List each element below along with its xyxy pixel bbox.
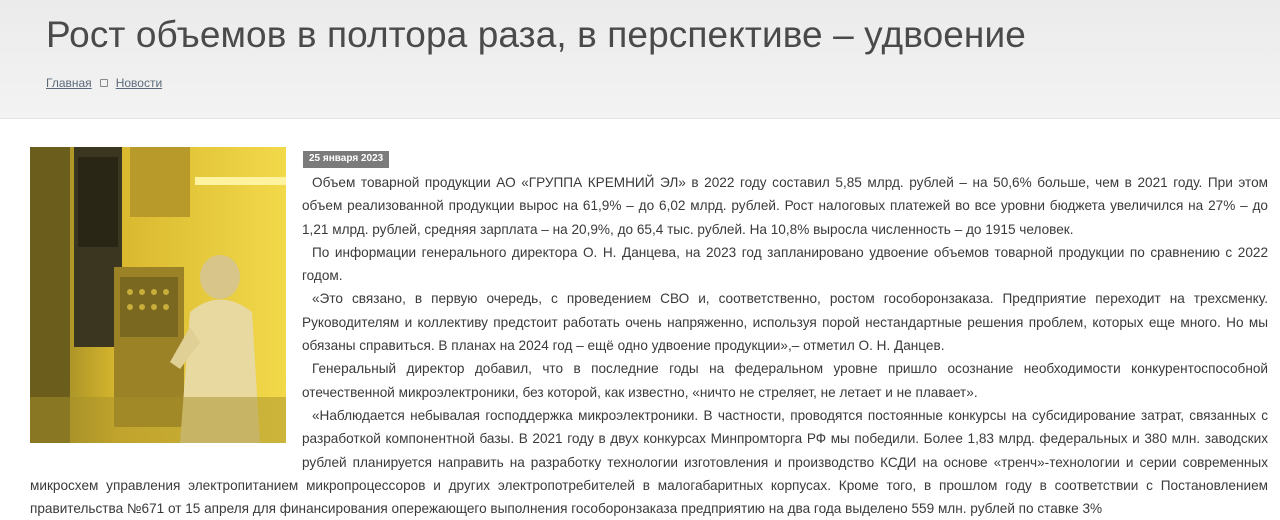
breadcrumb-news-link[interactable]: Новости [115,76,163,90]
article-date-badge: 25 января 2023 [303,151,389,168]
article-paragraph: «Наблюдается небывалая господдержка микроэлектроники. В частности, проводятся постоянные конкурсы на субсидирование затрат, связанных с разработкой компонентной базы. В 2021 году в двух конкурсах Минпромторга РФ мы победили. Более 1,83 млрд. федеральных и 380 млн. заводских рублей планируется направить на разработку технологии изготовления и производство КСДИ на основе «тренч»-технологии и серии современных микросхем управления электропитанием микропроцессоров и других электропотребителей в малогабаритных корпусах. Кроме того, в прошлом году в соответствии с Постановлением правительства №671 от 15 апреля для финансирования опережающего выполнения гособоронзаказа предприятию на два года выделено 559 млн. рублей по ставке 3% [30,407,1268,517]
article-body [30,171,1268,520]
breadcrumb-separator-icon [100,79,108,87]
image-float-spacer [30,171,302,473]
page-title: Рост объемов в полтора раза, в перспективе – удвоение [46,14,1026,55]
breadcrumb [46,76,162,90]
article-paragraph: «Это связано, в первую очередь, с проведением СВО и, соответственно, ростом гособоронзаказа. Предприятие переходит на трехсменку. Руководителям и коллективу предстоит работать очень напряженно, используя порой нестандартные решения проблем, которых еще много. Но мы обязаны справиться. В планах на 2024 год – ещё одно удвоение продукции»,– отметил О. Н. Данцев. [302,291,1268,354]
article-paragraph: Объем товарной продукции АО «ГРУППА КРЕМНИЙ ЭЛ» в 2022 году составил 5,85 млрд. рублей – на 50,6% больше, чем в 2021 году. При этом объем реализованной продукции вырос на 61,9% – до 6,02 млрд. рублей. Рост налоговых платежей во все уровни бюджета увеличился на 27% – до 1,21 млрд. рублей, средняя зарплата – на 20,9%, до 65,4 тыс. рублей. На 10,8% выросла численность – до 1915 человек. [302,175,1268,237]
page-header [0,0,1280,119]
article-paragraph: Генеральный директор добавил, что в последние годы на федеральном уровне пришло осознание необходимости конкурентоспособной отечественной микроэлектроники, без которой, как известно, «ничто не стреляет, не летает и не плавает». [302,361,1268,400]
breadcrumb-home-link[interactable]: Главная [46,76,92,90]
article-paragraph: По информации генерального директора О. Н. Данцева, на 2023 год запланировано удвоение объемов товарной продукции по сравнению с 2022 годом. [302,244,1268,284]
